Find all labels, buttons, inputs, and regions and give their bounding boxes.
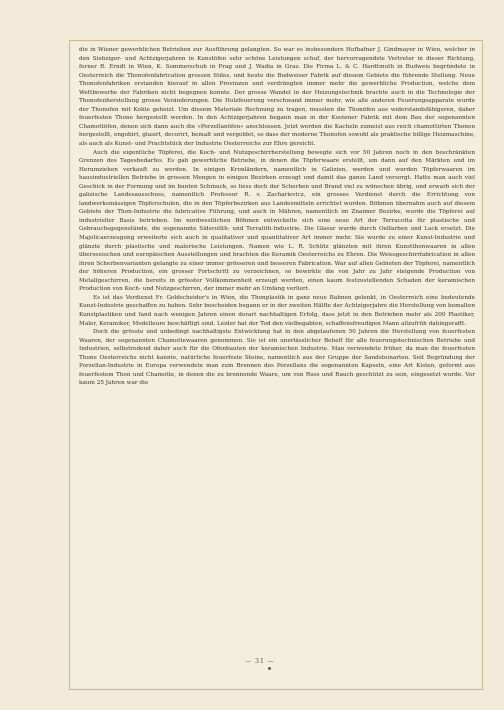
body-text bbox=[79, 46, 475, 646]
printer-mark bbox=[268, 667, 271, 670]
paragraph: Es ist das Verdienst Fr. Goldscheider's in Wien, die Thonplastik in ganz neue Bahnen gelenkt, in Oesterreich eine bedeutende Kunst-Industrie geschaffen zu haben. Sehr bescheiden begann er in der zweiten Hälfte der Achtzigerjahre die Herstellung von bemalten Kunstplastiken und fand nach wenigen Jahren einen derart nachhaltigen Erfolg, dass jetzt in den Betrieben mehr als 200 Plastiker, Maler, Keramiker, Modelleure beschäftigt sind. Leider hat der Tod den vielbegabten, schaffensfreudigen Mann allzufrüh dahingerafft. bbox=[79, 294, 475, 327]
paragraph: Auch die eigentliche Töpferei, die Koch- und Nutzgeschirrherstellung bewegte sich vor 50 Jahren noch in den beschränkten Grenzen des Tagesbedarfes. Es gab gewerbliche Betriebe, in denen die Töpferwaare erstellt, um dann auf den Märkten und im Herumziehen verkauft zu werden. In einigen Kronländern, namentlich in Galizien, werden und wurden Töpferwaaren im hausindustriellen Betriebe in grossen Mengen in einigen Bezirken erzeugt und damit das ganze Land versorgt. Hatte man auch viel Geschick in der Formung und im bunten Schmuck, so liess doch der Scherben und Brand viel zu wünschen übrig, und erwarb sich der galizische Landesausschuss, namentlich Professor R. v. Zacharievicz, ein grosses Verdienst durch die Errichtung von landwerksmässigen Töpferschulen, die in den Töpferbezirken aus Landesmitteln errichtet wurden. Böhmen übernahm auch auf diesem Gebiete der Thon-Industrie die fabricative Führung, und auch in Mähren, namentlich im Znaimer Bezirke, wurde die Töpferei auf industrieller Basis betrieben. Im nordwestlichen Böhmen entwickelte sich eine neue Art der Terracotta für plastische und Gebrauchsgegenstände, die sogenannte Siderolith- und Terralith-Industrie. Die Glasur wurde durch Oelfarben und Lack ersetzt. Die Majolicaerzeugung erweiterte sich auch in qualitativer und quantitativer Art immer mehr. Sie wurde zu einer Kunst-Industrie und glänzte durch plastische und malerische Leistungen. Namen wie L. R. Schütz glänzten mit ihren Kunstthonwaaren in allen überseeischen und europäischen Ausstellungen und brachten die Keramik Oesterreichs zu Ehren. Die Weissgeschirrfabrication in allen ihren Scherbenvarianten gelangte zu einer immer grösseren und besseren Fabrication. War auf allen Gebieten der Töpferei, namentlich der höheren Production, ein grosser Fortschritt zu verzeichnen, so bewirkte die von Jahr zu Jahr steigende Production von Metallgeschirren, die bereits in grösster Vollkommenheit erzeugt werden, einen kaum festzustellenden Schaden der keramischen Production von Koch- und Nutzgeschirren, der immer mehr an Umfang verliert. bbox=[79, 149, 475, 293]
paragraph: Doch die grösste und unbedingt nachhaltigste Entwicklung hat in den abgelaufenen 50 Jahren die Herstellung von feuerfesten Waaren, der sogenannten Chamottewaaren genommen. Sie ist ein unerlässlicher Behelf für alle feuerungstechnischen Betriebe und Industrien, selbstredend daher auch für die Ofenbauten der keramischen Industrie. Man verwendete früher, da man die feuerfesten Thone Oesterreichs nicht kannte, natürliche feuerfeste Steine, namentlich aus der Gruppe der Sandsteinarten. Seit Begründung der Porzellan-Industrie in Europa verwendete man zum Brennen des Porzellans die sogenannten Kapseln, eine Art Kisten, geformt aus feuerfestem Thon und Chamotte, in denen die zu brennende Waare, um von Russ und Rauch geschützt zu sein, eingesetzt wurde. Vor kaum 25 Jahren war die bbox=[79, 329, 475, 387]
paragraph: die in Wiener gewerblichen Betrieben zur Ausführung gelangten. So war es insbesondere Hofhafner J. Gindmayer in Wien, welcher in den Siebziger- und Achtzigerjahren in Kunstöfen sehr schöne Leistungen schuf, der hervorragendste Vertreter in dieser Richtung, ferner R. Erndt in Wien, K. Sommerschuh in Prag und J. Wadia in Graz. Die Firma L. & C. Hardtmuth in Budweis begründete in Oesterreich die Thonofenfabrication grossen Stiles, und heute die Budweiser Fabrik auf diesem Gebiete die führende Stellung. Neue Thonofenfabriken erstanden hierauf in allen Provinzen und verdrängten immer mehr die gewerbliche Production, welche dem Wettbewerbe der Fabriken nicht begegnen konnte. Der grosse Wandel in der Heizungstechnik brachte auch in die Technologie der Thonofenherstellung grosse Veränderungen. Die Holzfeuerung verschwand immer mehr, wie alle anderen Feuerungsapparate wurde der Thonofen mit Kohle geheizt. Um diesem Materiale Rechnung zu tragen, mussten die Thonöfen aus widerstandsfähigeren, daher feuerfesten Thone hergestellt werden. In den Achtzigerjahren begann man in der Kostener Fabrik mit dem Bau der sogenannten Chamottöfen, denen sich dann auch die »Porzellanöfen« anschlossen. Jetzt werden die Kacheln zumeist aus reich chamottirten Thonen hergestellt, engobirt, glasirt, decorirt, bemalt und vergoldet, so dass der moderne Thonofen sowohl als praktische billige Heizmaschine, als auch als Kunst- und Prachtstück der Industrie Oesterreichs zur Ehre gereicht. bbox=[79, 47, 475, 148]
page-number: — 31 — bbox=[245, 658, 275, 665]
